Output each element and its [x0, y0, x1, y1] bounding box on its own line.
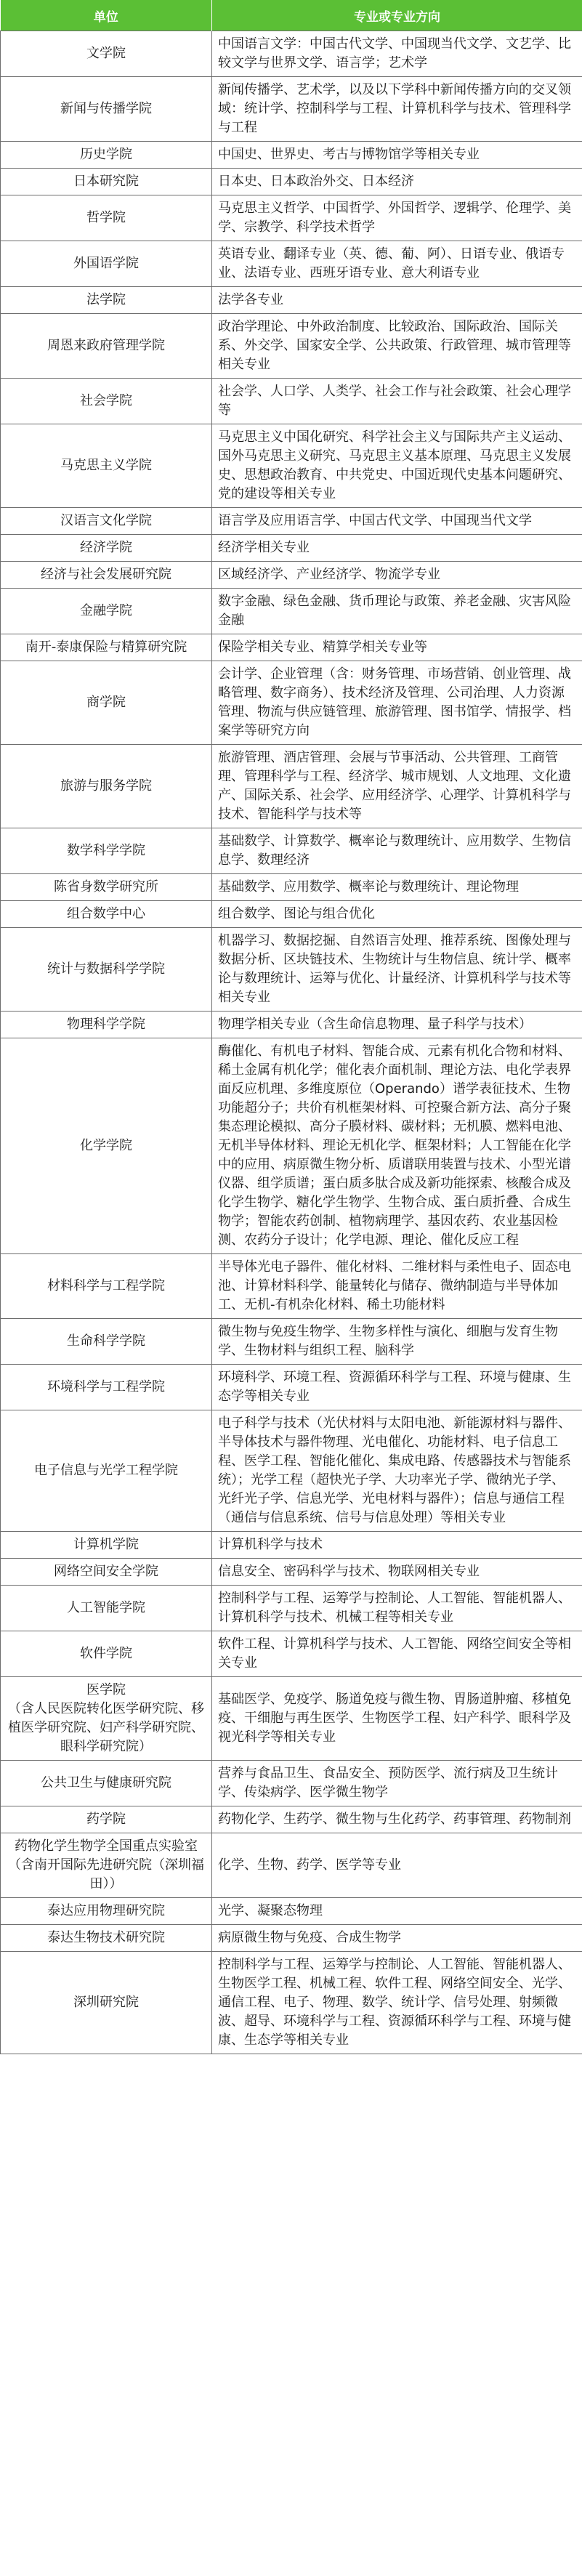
table-row [1, 1038, 582, 1254]
unit-cell: 数学科学学院 [1, 828, 212, 874]
table-row [1, 745, 582, 828]
table-row [1, 314, 582, 379]
table-row [1, 1254, 582, 1319]
direction-cell: 电子科学与技术（光伏材料与太阳电池、新能源材料与器件、半导体技术与器件物理、光电催化、功能材料、电子信息工程、医学工程、智能化催化、集成电路、传感器技术与智能系统）；光学工程（超快光子学、大功率光子学、微纳光子学、光纤光子学、信息光学、光电材料与器件）；信息与通信工程（通信与信息系统、信号与信息处理）等相关专业 [212, 1410, 582, 1532]
direction-cell: 会计学、企业管理（含：财务管理、市场营销、创业管理、战略管理、数字商务）、技术经济及管理、公司治理、人力资源管理、物流与供应链管理、旅游管理、图书馆学、情报学、档案学等研究方向 [212, 661, 582, 745]
table-row [1, 508, 582, 535]
table-row [1, 241, 582, 287]
direction-cell: 法学各专业 [212, 287, 582, 314]
direction-cell: 日本史、日本政治外交、日本经济 [212, 169, 582, 195]
unit-cell: 汉语言文化学院 [1, 508, 212, 535]
unit-cell: 软件学院 [1, 1631, 212, 1677]
table-row [1, 1586, 582, 1631]
table-row [1, 424, 582, 508]
table-row [1, 1806, 582, 1833]
table-row [1, 535, 582, 562]
direction-cell: 数字金融、绿色金融、货币理论与政策、养老金融、灾害风险金融 [212, 589, 582, 634]
direction-cell: 营养与食品卫生、食品安全、预防医学、流行病及卫生统计学、传染病学、医学微生物学 [212, 1761, 582, 1806]
direction-cell: 社会学、人口学、人类学、社会工作与社会政策、社会心理学等 [212, 379, 582, 424]
unit-cell: 组合数学中心 [1, 901, 212, 928]
table-row [1, 1952, 582, 2054]
unit-cell: 医学院 （含人民医院转化医学研究院、移植医学研究院、妇产科学研究院、眼科学研究院） [1, 1677, 212, 1761]
table-row [1, 1631, 582, 1677]
unit-cell: 法学院 [1, 287, 212, 314]
unit-cell: 日本研究院 [1, 169, 212, 195]
table-row [1, 928, 582, 1012]
direction-cell: 药物化学、生药学、微生物与生化药学、药事管理、药物制剂 [212, 1806, 582, 1833]
table-row [1, 379, 582, 424]
direction-cell: 酶催化、有机电子材料、智能合成、元素有机化合物和材料、稀土金属有机化学；催化表介面机制、理论方法、电化学表界面反应机理、多维度原位（Operando）谱学表征技术、生物功能超分子；共价有机框架材料、可控聚合新方法、高分子聚集态理论模拟、高分子膜材料、碳材料；无机膜、燃料电池、无机半导体材料、理论无机化学、框架材料；人工智能在化学中的应用、病原微生物分析、质谱联用装置与技术、小型光谱仪器、组学质谱；蛋白质多肽合成及新功能探索、核酸合成及化学生物学、糖化学生物学、生物合成、蛋白质折叠、合成生物学；智能农药创制、植物病理学、基因农药、农业基因检测、农药分子设计；化学电源、理论、催化反应工程 [212, 1038, 582, 1254]
table-row [1, 1319, 582, 1365]
unit-cell: 电子信息与光学工程学院 [1, 1410, 212, 1532]
unit-cell: 材料科学与工程学院 [1, 1254, 212, 1319]
unit-cell: 哲学院 [1, 195, 212, 241]
table-row [1, 562, 582, 589]
direction-cell: 旅游管理、酒店管理、会展与节事活动、公共管理、工商管理、管理科学与工程、经济学、城市规划、人文地理、文化遗产、国际关系、社会学、应用经济学、心理学、计算机科学与技术、智能科学与技术等 [212, 745, 582, 828]
direction-cell: 基础医学、免疫学、肠道免疫与微生物、胃肠道肿瘤、移植免疫、干细胞与再生医学、生物医学工程、妇产科学、眼科学及视光科学等相关专业 [212, 1677, 582, 1761]
table-row [1, 634, 582, 661]
direction-cell: 基础数学、应用数学、概率论与数理统计、理论物理 [212, 874, 582, 901]
table-row [1, 1410, 582, 1532]
table-row [1, 589, 582, 634]
table-row [1, 287, 582, 314]
direction-cell: 环境科学、环境工程、资源循环科学与工程、环境与健康、生态学等相关专业 [212, 1365, 582, 1410]
unit-cell: 泰达应用物理研究院 [1, 1898, 212, 1925]
unit-cell: 历史学院 [1, 142, 212, 169]
header-direction: 专业或专业方向 [212, 0, 582, 31]
unit-cell: 经济学院 [1, 535, 212, 562]
unit-cell: 化学学院 [1, 1038, 212, 1254]
direction-cell: 半导体光电子器件、催化材料、二维材料与柔性电子、固态电池、计算材料科学、能量转化与储存、微纳制造与半导体加工、无机-有机杂化材料、稀土功能材料 [212, 1254, 582, 1319]
direction-cell: 信息安全、密码科学与技术、物联网相关专业 [212, 1559, 582, 1586]
direction-cell: 化学、生物、药学、医学等专业 [212, 1833, 582, 1898]
table-row [1, 1365, 582, 1410]
direction-cell: 中国史、世界史、考古与博物馆学等相关专业 [212, 142, 582, 169]
table-row [1, 1012, 582, 1038]
unit-cell: 新闻与传播学院 [1, 77, 212, 142]
direction-cell: 控制科学与工程、运筹学与控制论、人工智能、智能机器人、生物医学工程、机械工程、软件工程、网络空间安全、光学、通信工程、电子、物理、数学、统计学、信号处理、射频微波、超导、环境科学与工程、资源循环科学与工程、环境与健康、生态学等相关专业 [212, 1952, 582, 2054]
table-row [1, 661, 582, 745]
header-unit: 单位 [1, 0, 212, 31]
table-row [1, 77, 582, 142]
unit-cell: 计算机学院 [1, 1532, 212, 1559]
direction-cell: 光学、凝聚态物理 [212, 1898, 582, 1925]
unit-cell: 网络空间安全学院 [1, 1559, 212, 1586]
table-row [1, 1833, 582, 1898]
table-row [1, 31, 582, 77]
table-row [1, 874, 582, 901]
direction-cell: 基础数学、计算数学、概率论与数理统计、应用数学、生物信息学、数理经济 [212, 828, 582, 874]
unit-cell: 社会学院 [1, 379, 212, 424]
table-row [1, 169, 582, 195]
table-row [1, 901, 582, 928]
direction-cell: 区域经济学、产业经济学、物流学专业 [212, 562, 582, 589]
unit-cell: 商学院 [1, 661, 212, 745]
table-row [1, 1677, 582, 1761]
direction-cell: 病原微生物与免疫、合成生物学 [212, 1925, 582, 1952]
unit-cell: 统计与数据科学学院 [1, 928, 212, 1012]
unit-cell: 马克思主义学院 [1, 424, 212, 508]
unit-cell: 外国语学院 [1, 241, 212, 287]
direction-cell: 政治学理论、中外政治制度、比较政治、国际政治、国际关系、外交学、国家安全学、公共政策、行政管理、城市管理等相关专业 [212, 314, 582, 379]
table-row [1, 1898, 582, 1925]
direction-cell: 语言学及应用语言学、中国古代文学、中国现当代文学 [212, 508, 582, 535]
direction-cell: 英语专业、翻译专业（英、德、葡、阿）、日语专业、俄语专业、法语专业、西班牙语专业、意大利语专业 [212, 241, 582, 287]
direction-cell: 组合数学、图论与组合优化 [212, 901, 582, 928]
unit-cell: 生命科学学院 [1, 1319, 212, 1365]
unit-cell: 药物化学生物学全国重点实验室 （含南开国际先进研究院（深圳福田）） [1, 1833, 212, 1898]
table-row [1, 195, 582, 241]
unit-cell: 深圳研究院 [1, 1952, 212, 2054]
unit-cell: 公共卫生与健康研究院 [1, 1761, 212, 1806]
direction-cell: 中国语言文学：中国古代文学、中国现当代文学、文艺学、比较文学与世界文学、语言学；艺术学 [212, 31, 582, 77]
direction-cell: 物理学相关专业（含生命信息物理、量子科学与技术） [212, 1012, 582, 1038]
direction-cell: 马克思主义中国化研究、科学社会主义与国际共产主义运动、国外马克思主义研究、马克思主义基本原理、马克思主义发展史、思想政治教育、中共党史、中国近现代史基本问题研究、党的建设等相关专业 [212, 424, 582, 508]
unit-cell: 文学院 [1, 31, 212, 77]
unit-cell: 金融学院 [1, 589, 212, 634]
direction-cell: 计算机科学与技术 [212, 1532, 582, 1559]
table-row [1, 1925, 582, 1952]
unit-cell: 物理科学学院 [1, 1012, 212, 1038]
table-row [1, 142, 582, 169]
direction-cell: 经济学相关专业 [212, 535, 582, 562]
direction-cell: 控制科学与工程、运筹学与控制论、人工智能、智能机器人、计算机科学与技术、机械工程等相关专业 [212, 1586, 582, 1631]
direction-cell: 机器学习、数据挖掘、自然语言处理、推荐系统、图像处理与数据分析、区块链技术、生物统计与生物信息、统计学、概率论与数理统计、运筹与优化、计量经济、计算机科学与技术等相关专业 [212, 928, 582, 1012]
table-row [1, 1761, 582, 1806]
unit-cell: 旅游与服务学院 [1, 745, 212, 828]
unit-cell: 陈省身数学研究所 [1, 874, 212, 901]
unit-cell: 泰达生物技术研究院 [1, 1925, 212, 1952]
table-row [1, 1532, 582, 1559]
unit-cell: 药学院 [1, 1806, 212, 1833]
direction-cell: 微生物与免疫生物学、生物多样性与演化、细胞与发育生物学、生物材料与组织工程、脑科学 [212, 1319, 582, 1365]
direction-cell: 马克思主义哲学、中国哲学、外国哲学、逻辑学、伦理学、美学、宗教学、科学技术哲学 [212, 195, 582, 241]
direction-cell: 软件工程、计算机科学与技术、人工智能、网络空间安全等相关专业 [212, 1631, 582, 1677]
direction-cell: 新闻传播学、艺术学，以及以下学科中新闻传播方向的交叉领域：统计学、控制科学与工程、计算机科学与技术、管理科学与工程 [212, 77, 582, 142]
unit-cell: 南开-泰康保险与精算研究院 [1, 634, 212, 661]
unit-cell: 经济与社会发展研究院 [1, 562, 212, 589]
table-header-row [1, 0, 582, 31]
table-row [1, 828, 582, 874]
unit-cell: 周恩来政府管理学院 [1, 314, 212, 379]
table-body [1, 31, 582, 2054]
direction-cell: 保险学相关专业、精算学相关专业等 [212, 634, 582, 661]
unit-cell: 环境科学与工程学院 [1, 1365, 212, 1410]
table-row [1, 1559, 582, 1586]
unit-cell: 人工智能学院 [1, 1586, 212, 1631]
